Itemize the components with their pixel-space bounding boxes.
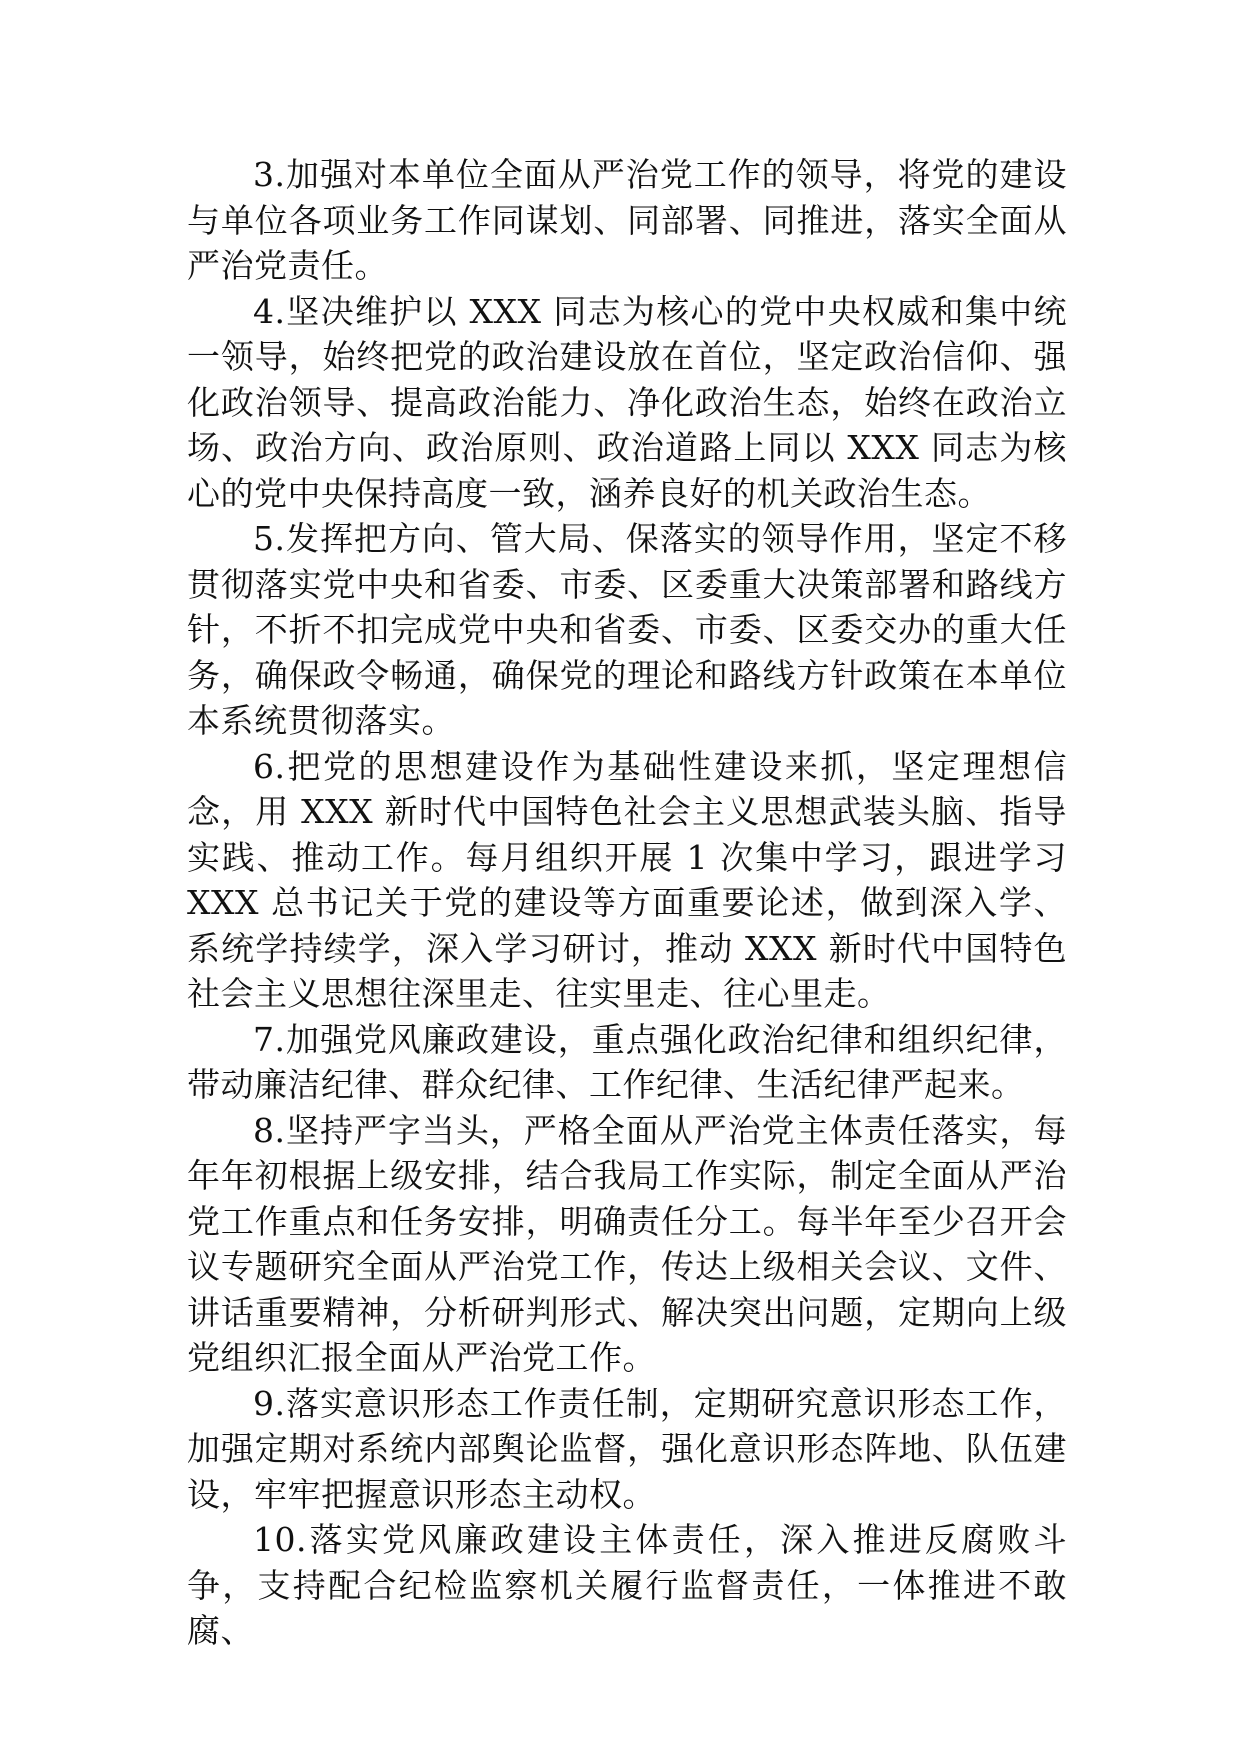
paragraph-7: 7.加强党风廉政建设，重点强化政治纪律和组织纪律，带动廉洁纪律、群众纪律、工作纪律、生活纪律严起来。 xyxy=(187,1019,1067,1104)
paragraph-4: 4.坚决维护以 XXX 同志为核心的党中央权威和集中统一领导，始终把党的政治建设放在首位，坚定政治信仰、强化政治领导、提高政治能力、净化政治生态，始终在政治立场、政治方向、政治原则、政治道路上同以 XXX 同志为核心的党中央保持高度一致，涵养良好的机关政治生态。 xyxy=(187,291,1067,513)
paragraph-6: 6.把党的思想建设作为基础性建设来抓，坚定理想信念，用 XXX 新时代中国特色社会主义思想武装头脑、指导实践、推动工作。每月组织开展 1 次集中学习，跟进学习 XXX 总书记关于党的建设等方面重要论述，做到深入学、系统学持续学，深入学习研讨，推动 XXX 新时代中国特色社会主义思想往深里走、往实里走、往心里走。 xyxy=(187,746,1067,1013)
document-body xyxy=(187,152,1067,1654)
paragraph-8: 8.坚持严字当头，严格全面从严治党主体责任落实，每年年初根据上级安排，结合我局工作实际，制定全面从严治党工作重点和任务安排，明确责任分工。每半年至少召开会议专题研究全面从严治党工作，传达上级相关会议、文件、讲话重要精神，分析研判形式、解决突出问题，定期向上级党组织汇报全面从严治党工作。 xyxy=(187,1110,1067,1377)
paragraph-5: 5.发挥把方向、管大局、保落实的领导作用，坚定不移贯彻落实党中央和省委、市委、区委重大决策部署和路线方针，不折不扣完成党中央和省委、市委、区委交办的重大任务，确保政令畅通，确保党的理论和路线方针政策在本单位本系统贯彻落实。 xyxy=(187,519,1067,740)
paragraph-9: 9.落实意识形态工作责任制，定期研究意识形态工作，加强定期对系统内部舆论监督，强化意识形态阵地、队伍建设，牢牢把握意识形态主动权。 xyxy=(187,1383,1067,1514)
paragraph-10: 10.落实党风廉政建设主体责任，深入推进反腐败斗争，支持配合纪检监察机关履行监督责任，一体推进不敢腐、 xyxy=(187,1520,1067,1650)
paragraph-3: 3.加强对本单位全面从严治党工作的领导，将党的建设与单位各项业务工作同谋划、同部署、同推进，落实全面从严治党责任。 xyxy=(187,155,1067,285)
